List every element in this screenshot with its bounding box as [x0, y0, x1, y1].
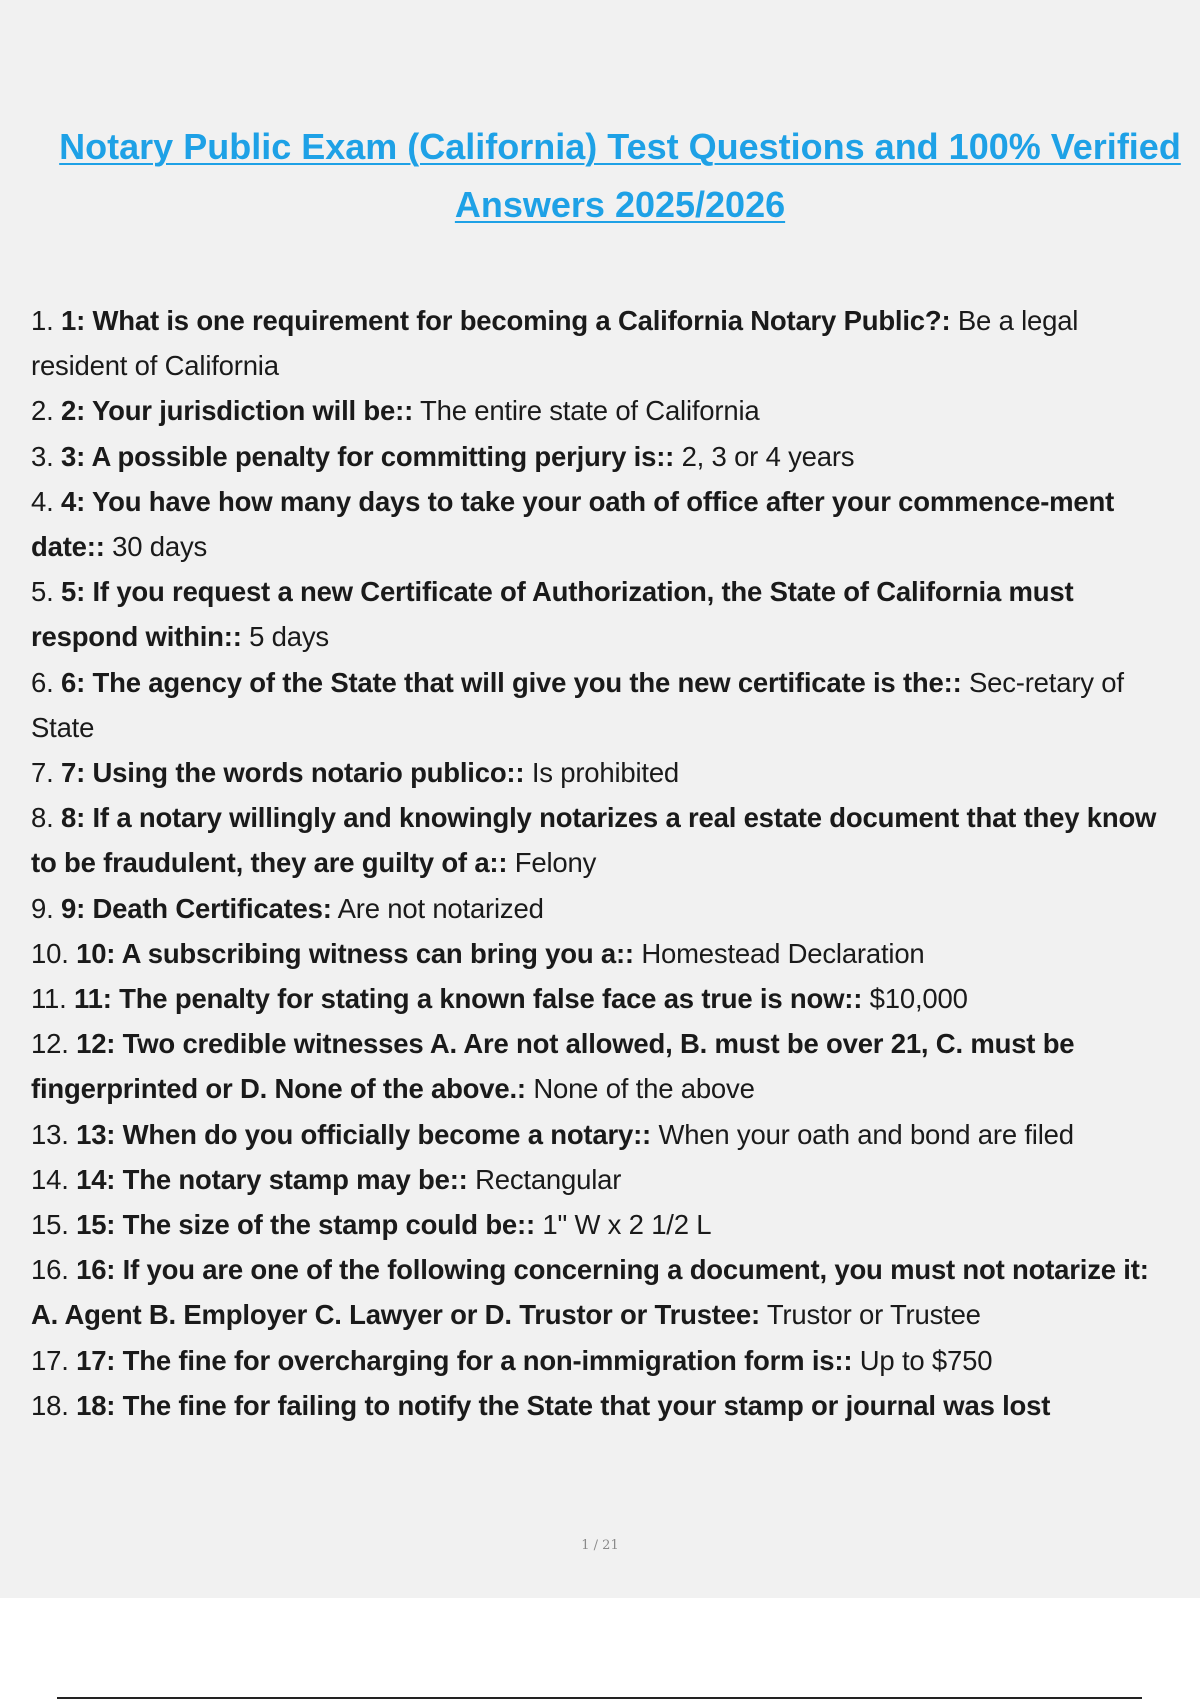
qa-item: [31, 886, 1181, 931]
item-number: 16.: [31, 1254, 69, 1286]
question-text: 2: Your jurisdiction will be::: [61, 395, 414, 427]
question-text: 3: A possible penalty for committing perjury is::: [61, 440, 675, 472]
question-text: 1: What is one requirement for becoming a California Notary Public?:: [61, 305, 951, 336]
item-number: 15.: [31, 1209, 69, 1241]
page-number: 1 / 21: [581, 1538, 619, 1553]
answer-text: Sec-retary of State: [31, 666, 1124, 743]
bottom-divider: [57, 1697, 1142, 1699]
answer-text: When your oath and bond are filed: [658, 1118, 1074, 1150]
item-number: 5.: [31, 576, 54, 608]
question-text: 8: If a notary willingly and knowingly notarizes a real estate document that they know to be fraudulent, they are guilty of a::: [31, 802, 1157, 879]
answer-text: Is prohibited: [531, 757, 680, 789]
qa-item: [31, 660, 1181, 750]
question-text: 4: You have how many days to take your oath of office after your commence-ment date::: [31, 485, 1115, 563]
item-number: 11.: [31, 983, 67, 1015]
qa-item: [31, 1202, 1181, 1247]
question-text: 14: The notary stamp may be::: [76, 1163, 468, 1195]
answer-text: Trustor or Trustee: [766, 1299, 981, 1331]
answer-text: Felony: [514, 847, 597, 879]
qa-item: [31, 1338, 1181, 1383]
answer-text: Be a legal resident of California: [31, 305, 1079, 382]
answer-text: $10,000: [869, 983, 968, 1015]
qa-item: [31, 479, 1181, 569]
answer-text: 30 days: [112, 531, 208, 563]
question-answer-list: [31, 298, 1181, 1428]
question-text: 12: Two credible witnesses A. Are not allowed, B. must be over 21, C. must be fingerprinted or D. None of the above.:: [31, 1028, 1075, 1105]
question-text: 5: If you request a new Certificate of Authorization, the State of California must respond within::: [31, 576, 1074, 653]
item-number: 17.: [31, 1344, 69, 1376]
item-number: 7.: [31, 757, 54, 789]
qa-item: [31, 1112, 1181, 1157]
item-number: 3.: [31, 440, 54, 472]
question-text: 7: Using the words notario publico::: [61, 757, 525, 789]
answer-text: 5 days: [249, 621, 329, 653]
question-text: 17: The fine for overcharging for a non-immigration form is::: [76, 1344, 853, 1376]
qa-item: [31, 795, 1181, 885]
item-number: 18.: [31, 1389, 69, 1421]
answer-text: Are not notarized: [337, 892, 544, 924]
document-title: Notary Public Exam (California) Test Questions and 100% Verified Answers 2025/2026: [59, 126, 1181, 225]
item-number: 12.: [31, 1028, 69, 1060]
question-text: 9: Death Certificates:: [61, 892, 332, 924]
qa-item: [31, 434, 1181, 479]
qa-item: [31, 1247, 1181, 1337]
question-text: 11: The penalty for stating a known false face as true is now::: [74, 983, 863, 1015]
qa-item: [31, 388, 1181, 433]
answer-text: 2, 3 or 4 years: [681, 440, 855, 472]
question-text: 10: A subscribing witness can bring you a::: [76, 937, 634, 969]
qa-item: [31, 1021, 1181, 1111]
question-text: 16: If you are one of the following concerning a document, you must not notarize it: A. Agent B. Employer C. Lawyer or D. Trustor or Trustee:: [31, 1254, 1149, 1331]
answer-text: Up to $750: [859, 1344, 993, 1376]
question-text: 15: The size of the stamp could be::: [76, 1209, 535, 1241]
qa-item: [31, 1383, 1181, 1428]
qa-item: [31, 569, 1181, 659]
answer-text: The entire state of California: [420, 395, 760, 427]
answer-text: 1" W x 2 1/2 L: [542, 1209, 712, 1241]
question-text: 18: The fine for failing to notify the State that your stamp or journal was lost: [76, 1389, 1051, 1421]
item-number: 9.: [31, 892, 54, 924]
answer-text: Homestead Declaration: [641, 937, 925, 969]
item-number: 6.: [31, 666, 54, 698]
answer-text: Rectangular: [475, 1163, 622, 1195]
item-number: 13.: [31, 1118, 69, 1150]
qa-item: [31, 1157, 1181, 1202]
item-number: 8.: [31, 802, 54, 834]
item-number: 4.: [31, 485, 54, 517]
qa-item: [31, 931, 1181, 976]
qa-item: [31, 976, 1181, 1021]
qa-item: [31, 298, 1181, 388]
item-number: 1.: [31, 305, 54, 336]
item-number: 10.: [31, 937, 69, 969]
question-text: 13: When do you officially become a notary::: [76, 1118, 651, 1150]
qa-item: [31, 750, 1181, 795]
item-number: 2.: [31, 395, 54, 427]
item-number: 14.: [31, 1163, 69, 1195]
question-text: 6: The agency of the State that will give you the new certificate is the::: [61, 666, 962, 698]
answer-text: None of the above: [533, 1073, 755, 1105]
